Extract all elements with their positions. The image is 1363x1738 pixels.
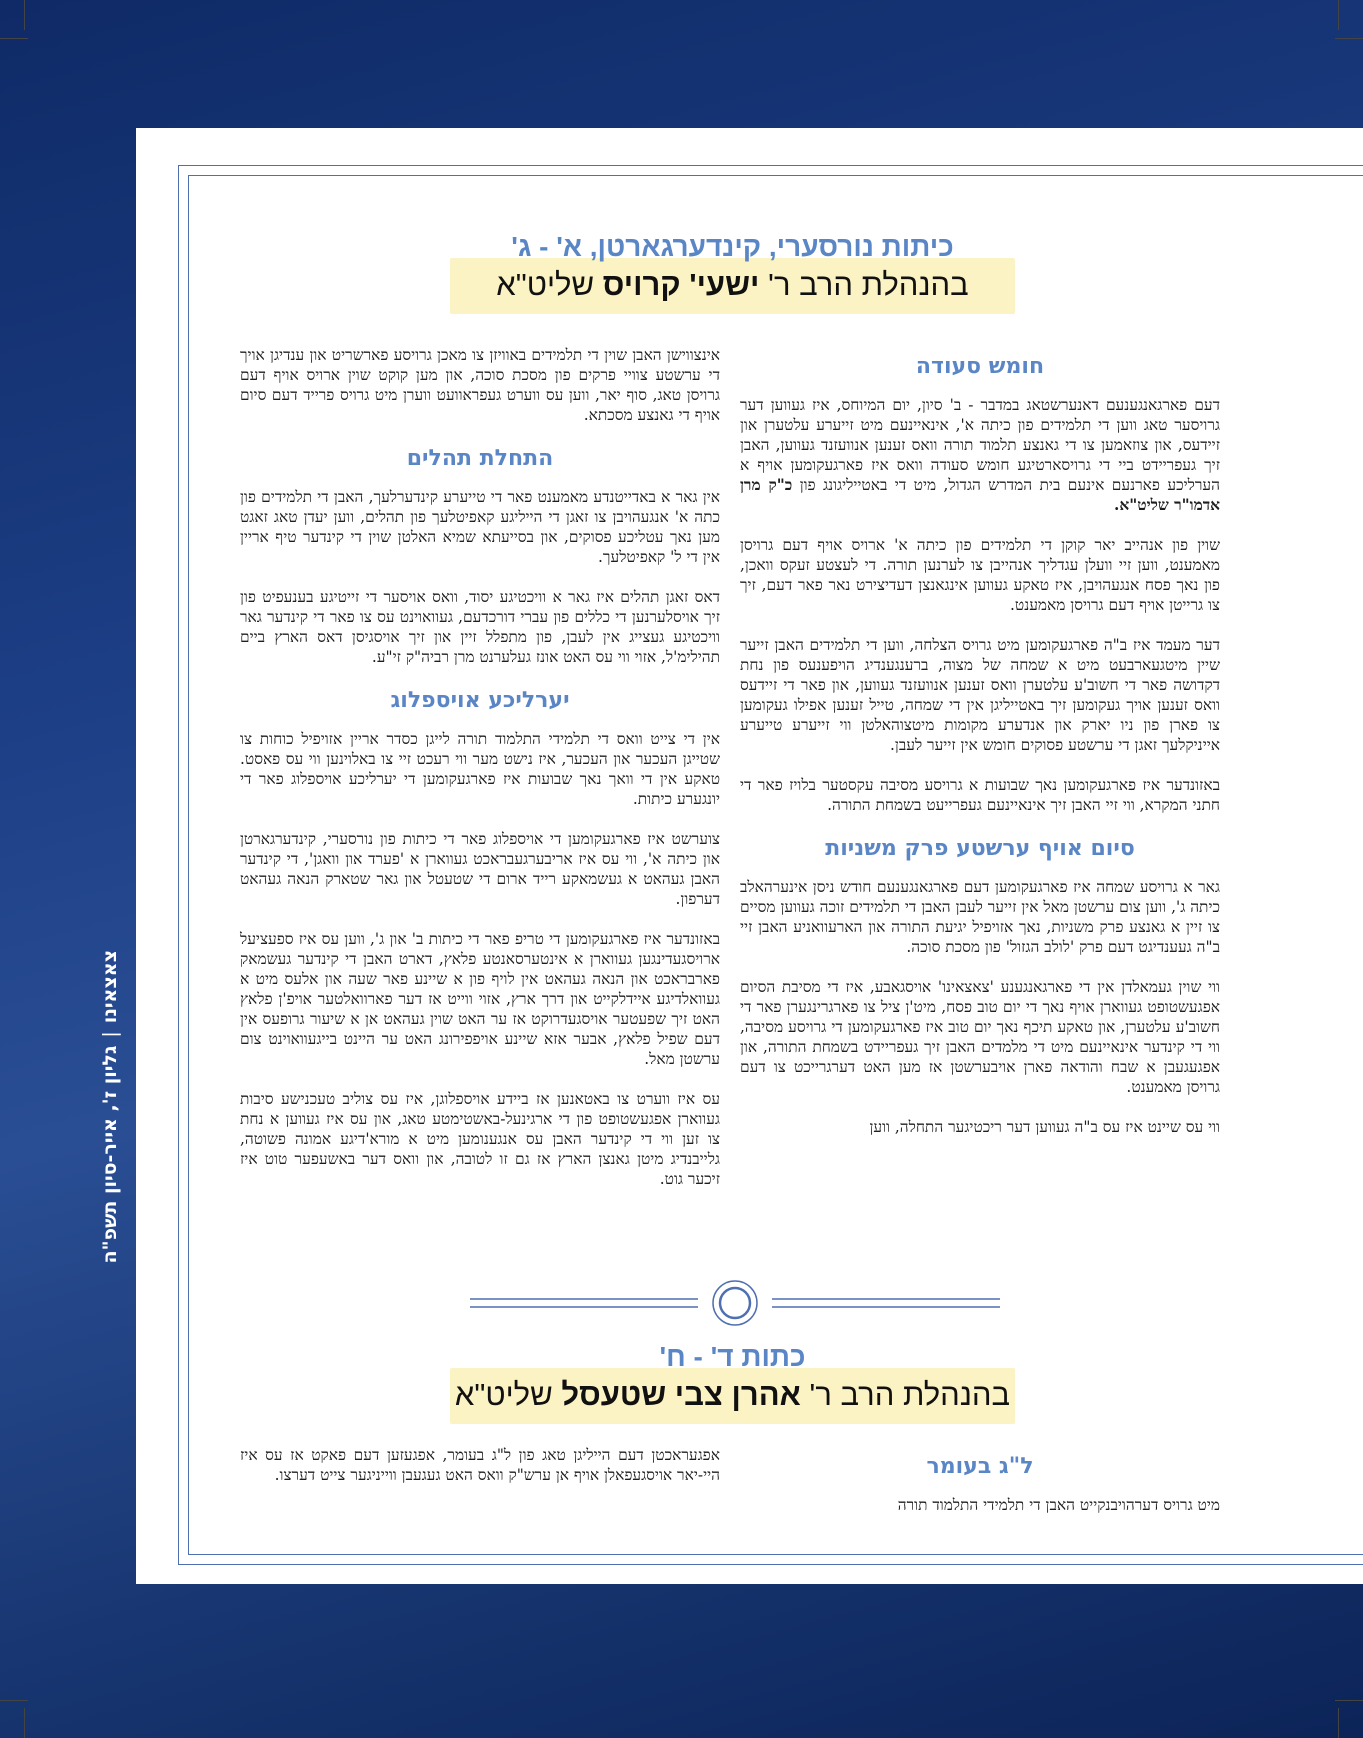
section1-right-column: [740, 345, 1220, 1157]
heading-haschalas-tehillim: התחלת תהלים: [406, 446, 554, 471]
paragraph: דאס זאגן תהלים איז גאר א וויכטיגע יסוד, וואס אויסער די זייטיגע בענעפיט פון זיך אויסלערנען די כללים פון עברי דורכדעם, געוואוינט עס צו פאר די קינדער גאר וויכטיגע געצייג אין לעבן, פון מתפלל זיין און זיך אויסגיסן דאס הארץ ביים תהילימ'ל, אזוי ווי עס האט אונז געלערנט מרן רביה"ק זי"ע.: [240, 588, 720, 666]
crop-mark: [0, 38, 28, 39]
crop-mark: [1335, 38, 1363, 39]
section2-right-column: [740, 1445, 1220, 1535]
issue-info: גליון ז', אייר-סיון תשפ"ה: [99, 1045, 121, 1264]
subtitle-suffix: שליט"א: [496, 267, 595, 302]
section2-left-column: [240, 1445, 720, 1505]
paragraph: דער מעמד איז ב"ה פארגעקומען מיט גרויס הצלחה, ווען די תלמידים האבן זייער שיין מיטגעארבעט מיט א שמחה של מצוה, ברענגענדיג הויפענעס פון נחת דקדושה פאר די חשוב'ע עלטערן וואס זענען אנוועזנד געווען, און פאר די זיידעס וואס זענען אויך געקומען זיך באטייליגן אין די שמחה, טייל זענען אפילו געקומען צו פארן פון ניו יארק און אנדערע מקומות מיטצוהאלטן ווי זייערע טייערע אייניקלעך זאגן די ערשטע פסוקים חומש אין זייער לעבן.: [740, 636, 1220, 754]
section1-left-column: [240, 345, 720, 1209]
paragraph: ווי עס שיינט איז עס ב"ה געווען דער ריכטיגער התחלה, ווען: [869, 1118, 1220, 1136]
paragraph: שוין פון אנהייב יאר קוקן די תלמידים פון כיתה א' ארויס אויף דעם גרויסן מאמענט, ווען זיי וועלן עגדליך אנהייבן צו לערנען תורה. די לעצטע זעקס וואכן, פון נאך פסח אנגעהויבן, איז טאקע געווען אינגאנצן דעדיצירט נאר פאר דעם, זיך צו גרייטן אויף דעם גרויסן מאמענט.: [740, 536, 1220, 614]
subtitle-prefix: בהנהלת הרב ר': [768, 267, 969, 302]
heading-siyum-mishnayos: סיום אויף ערשטע פרק משניות: [825, 836, 1135, 861]
section1-title: כיתות נורסערי, קינדערגארטן, א' - ג': [511, 231, 954, 262]
section2-subtitle: [450, 1374, 1015, 1424]
paragraph: צוערשט איז פארגעקומען די אויספלוג פאר די כיתות פון נורסערי, קינדערגארטן און כיתה א', ווי עס איז אריבערגעבראכט געווארן א 'פערד און וואגן', די קינדער האבן געהאט א געשמאקע רייד ארום די שטעטל און גאר שטארק הנאה געהאט דערפון.: [240, 830, 720, 908]
crop-mark: [1338, 1708, 1339, 1738]
paragraph: מיט גרויס דערהויבנקייט האבן די תלמידי התלמוד תורה: [897, 1496, 1220, 1514]
crop-mark: [1338, 0, 1339, 30]
paragraph: דעם פארגאנגענעם דאנערשטאג במדבר - ב' סיון, יום המיוחס, איז געווען דער גרויסער טאג ווען די תלמידים פון כיתה א', אינאיינעם מיט זייערע עלטערן און זיידעס, און צוזאמען צו די גאנצע תלמוד תורה וואס זענען אנוועזנד געווען, האבן זיך געפריידט ביי די גרויסארטיגע חומש סעודה וואס איז פארגעקומען אויף א הערליכע פארנעם אינעם בית המדרש הגדול, מיט די באטייליגונג פון כ"ק מרן אדמו"ר שליט"א.: [740, 396, 1220, 514]
section1-header: [450, 230, 1015, 314]
paragraph: אפגעראכטן דעם הייליגן טאג פון ל"ג בעומר, אפגעזען דעם פאקט אז עס איז היי-יאר אויסגעפאלן אויף אן ערש"ק וואס האט געגעבן ווייניגער צייט דערצו.: [240, 1446, 720, 1484]
crop-mark: [0, 1700, 28, 1701]
crop-mark: [1335, 1700, 1363, 1701]
principal-name: אהרן צבי שטעסל: [561, 1377, 801, 1412]
paragraph: גאר א גרויסע שמחה איז פארגעקומען דעם פארגאנגענעם חודש ניסן אינערהאלב כיתה ג', ווען צום ערשטן מאל אין זייער לעבן האבן די תלמידים זוכה געווען מסיים צו זיין א גאנצע פרק משניות, נאך אזויפיל יגיעת התורה און הארעוואניע האבן זיי ב"ה געענדיגט דעם פרק 'לולב הגזול' פון מסכת סוכה.: [740, 878, 1220, 956]
separator: |: [99, 1031, 121, 1038]
heading-yearly-trip: יערליכע אויספלוג: [390, 688, 570, 713]
section2-title: כתות ד' - ח': [659, 1341, 806, 1372]
crop-mark: [24, 0, 25, 30]
principal-name: ישעי' קרויס: [602, 267, 760, 302]
paragraph: אין די צייט וואס די תלמידי התלמוד תורה לייגן כסדר אריין אזויפיל כוחות צו שטייגן העכער און העכער, איז נישט מער ווי רעכט זיי צו באלוינען ווי עס פאסט. טאקע אין די וואך נאך שבועות איז פארגעקומען די יערליכע אויספלוג פאר די יונגערע כיתות.: [240, 730, 720, 808]
paragraph: אין גאר א באדייטנדע מאמענט פאר די טייערע קינדערלעך, האבן די תלמידים פון כתה א' אנגעהויבן צו זאגן די הייליגע קאפיטלעך פון תהלים, ווען יעדן טאג זאגט מען נאך עטליכע פסוקים, און בסייעתא שמיא האלטן שוין די קינדער טיף אריין אין די ל' קאפיטלעך.: [240, 488, 720, 566]
masthead-title: צאצאינו: [99, 950, 121, 1024]
crop-mark: [24, 1708, 25, 1738]
paragraph: אינצווישן האבן שוין די תלמידים באוויזן צו מאכן גרויסע פארשריט און ענדיגן אויך די ערשטע צוויי פרקים פון מסכת סוכה, און מען קוקט שוין ארויס אויף דעם גרויסן טאג, סוף יאר, ווען עס ווערט געפראוועט ווערן מיט גרויס פרייד דעם סיום אויף די גאנצע מסכתא.: [240, 346, 720, 424]
side-masthead: [93, 950, 127, 1310]
rebbe-title: כ"ק מרן אדמו"ר שליט"א.: [740, 476, 1220, 514]
subtitle-suffix: שליט"א: [454, 1377, 553, 1412]
section-divider-ornament: [470, 1278, 1000, 1328]
paragraph: עס איז ווערט צו באטאנען אז ביידע אויספלוגן, איז עס צוליב טעכנישע סיבות געווארן אפגעשטופט פון די ארגינעל-באשטימטע טאג, און עס איז געווען א נחת צו זען ווי די קינדער האבן עס אנגענומען מיט א מורא'דיגע אמונה פשוטה, גלייבנדיג מיטן גאנצן הארץ אז גם זו לטובה, און וואס דער באשעפער טוט איז זיכער גוט.: [240, 1090, 720, 1188]
subtitle-prefix: בהנהלת הרב ר': [809, 1377, 1011, 1412]
heading-lag-baomer: ל"ג בעומר: [926, 1454, 1034, 1479]
section1-subtitle: [450, 264, 1015, 314]
section2-header: [450, 1340, 1015, 1424]
heading-chumash-seudah: חומש סעודה: [915, 354, 1045, 379]
paragraph: באזונדער איז פארגעקומען נאך שבועות א גרויסע מסיבה עקסטער בלויז פאר די חתני המקרא, ווי זיי האבן זיך אינאיינעם געפרייעט בשמחת התורה.: [740, 776, 1220, 814]
paragraph: ווי שוין געמאלדן אין די פארגאנגענע 'צאצאינו' אויסגאבע, איז די מסיבת הסיום אפגעשטופט געווארן אויף נאך די יום טוב פסח, מיט'ן ציל צו פארגרינגערן פאר די חשוב'ע עלטערן, און טאקע תיכף נאך יום טוב איז פארגעקומען די גרויסע מסיבה, ווי די קינדער אינאיינעם מיט די מלמדים האבן זיך געפריידט בשמחת התורה, און אפגעגעבן א שבח והודאה פארן אויבערשטן אז מען האט דערגרייכט צו דעם גרויסן מאמענט.: [740, 978, 1220, 1096]
paragraph: באזונדער איז פארגעקומען די טריפ פאר די כיתות ב' און ג', ווען עס איז ספעציעל ארויסגעדינגען געווארן א אינטערסאנטע פלאץ, דארט האבן די קינדער געשמאק פארבראכט און הנאה געהאט אין לויף פון א שיינע פאר שעה און אלעס מיט א געוואלדיגע איידלקייט און דרך ארץ, אזוי ווייט אז דער פארוואלטער אויפ'ן פלאץ האט זיך שפעטער אויסגעדרוקט אז ער האט שוין געהאט אן א שיעור גרופעס אין דעם שפיל פלאץ, אבער אזא שיינע אויפפירונג האט ער היינט בייגעוואוינט צום ערשטן מאל.: [240, 930, 720, 1068]
